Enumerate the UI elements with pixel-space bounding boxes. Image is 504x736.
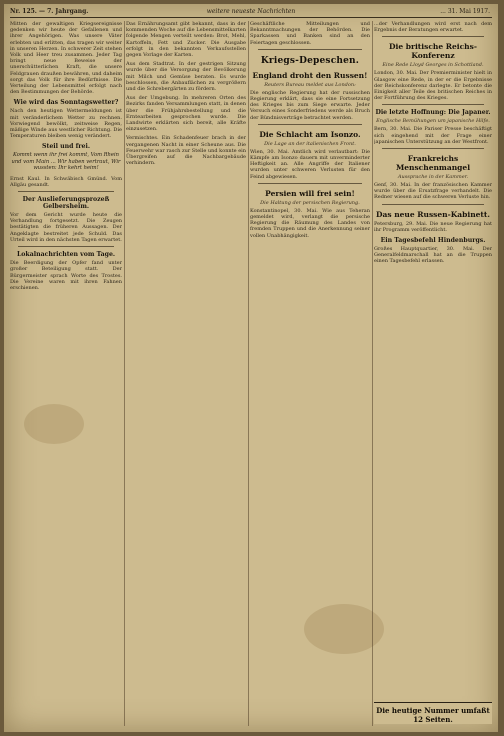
subheadline: Die Lage an der italienischen Front. [264,140,356,147]
subheadline: Die Haltung der persischen Regierung. [260,199,360,206]
section-rule [18,246,114,247]
headline: Frankreichs Menschenmangel [395,154,471,173]
paper-title: weitere neueste Nachrichten [206,8,296,15]
article-text: Vor dem Gericht wurde heute die Verhandlung fortgesetzt. Die Zeugen bestätigten die früheren Aussagen. Der Angeklagte bestreitet jede Schuld. Das Urteil wird in den nächsten Tagen erwartet. [10,212,122,243]
article-text: Wien, 30. Mai. Amtlich wird verlautbart: Die Kämpfe am Isonzo dauern mit unverminderter Heftigkeit an. Alle Angriffe der Italiener wurden unter schweren Verlusten für den Feind abgewiesen. [250,148,370,180]
subheadline: Aussprache in der Kammer. [397,174,469,181]
article-text: Geschäftliche Mitteilungen und Bekanntmachungen der Behörden. Die Sparkassen und Banken sind an den Feiertagen geschlossen. [250,21,370,46]
headline: Ein Tagesbefehl Hindenburgs. [380,237,486,245]
section-rule [382,204,484,205]
article-text: Großes Hauptquartier, 30. Mai. Der Generalfeldmarschall hat an die Truppen einen Tagesbefehl erlassen. [374,246,492,265]
article-text: Die englische Regierung hat der russischen Regierung erklärt, dass sie eine Fortsetzung des Krieges bis zum Siege erwarte. Jeder Versuch eines Sonderfriedens werde als Bruch der Bündnisverträge betrachtet werden. [250,89,370,121]
headline: England droht den Russen! [252,70,368,80]
newspaper-page [4,4,498,732]
section-rule [258,183,362,184]
headline: Die britische Reichs-Konferenz [389,42,477,61]
article-text: Die Beerdigung der Opfer fand unter großer Beteiligung statt. Der Bürgermeister sprach Worte des Trostes. Die Vereine waren mit ihren Fahnen erschienen. [10,260,122,291]
subheadline: Reuters Bureau meldet aus London: [264,81,356,88]
article-text: Nach den heutigen Wettermeldungen ist mit veränderlichem Wetter zu rechnen. Vorwiegend bewölkt, zeitweise Regen, mäßige Winde aus westlicher Richtung. Die Temperaturen bleiben wenig verändert. [10,108,122,140]
poem: Kommt wenn ihr frei kommt, Vom Rhein und vom Main ... Wir haben vertraut, Wir wussten: Ihr kehrt heim! [11,152,121,172]
headline: Kriegs-Depeschen. [260,55,360,66]
column-1 [10,21,122,726]
column-3 [250,21,370,726]
subheadline: Englische Bemühungen um japanische Hilfe. [376,118,490,125]
section-rule [382,36,484,37]
section-rule [382,104,484,105]
article-text: Aus dem Stadtrat. In der gestrigen Sitzung wurde über die Versorgung der Bevölkerung mit Milch und Gemüse beraten. Es wurde beschlossen, die Anbauflächen zu vergrößern und die Schrebergärten zu fördern. [126,61,246,93]
issue-number: Nr. 125. — 7. Jahrgang. [10,8,89,15]
column-divider [372,21,373,726]
page-count-banner: Die heutige Nummer umfaßt 12 Seiten. [374,702,492,724]
article-text: Ernst Kaul. In Schwäbisch Gmünd. Vom Allgäu gesandt. [10,175,122,188]
article-text: Mitten der gewaltigen Kriegsereignisse gedenken wir heute der Gefallenen und ihrer Angehörigen. Was unsere Väter erlebten und erlitten, das tragen wir weiter in unseren Herzen. In schwerer Zeit stehen Volk und Heer treu zusammen. Jeder Tag bringt neue Beweise der unerschütterlichen Kraft, die unsere Feldgrauen draußen bewähren, und daheim sorgt das Volk für ihre Bedürfnisse. Die Verteilung der Lebensmittel erfolgt nach den Bestimmungen der Behörde. [10,21,122,96]
article-text: Das Ernährungsamt gibt bekannt, dass in der kommenden Woche auf die Lebensmittelkarten folgende Mengen verteilt werden: Brot, Mehl, Kartoffeln, Fett und Zucker. Die Ausgabe erfolgt in den bekannten Verkaufsstellen gegen Vorlage der Karten. [126,21,246,59]
section-rule [382,148,484,149]
issue-date: ... 31. Mai 1917. [440,8,490,15]
article-text: Petersburg, 29. Mai. Die neue Regierung hat ihr Programm veröffentlicht. [374,220,492,233]
column-divider [124,21,125,726]
section-rule [258,124,362,125]
headline: Lokalnachrichten vom Tage. [16,251,116,259]
article-text: London, 30. Mai. Der Premierminister hielt in Glasgow eine Rede, in der er die Ergebnisse der Reichskonferenz darlegte. Er betonte die Einigkeit aller Teile des britischen Reiches in der Fortführung des Krieges. [374,70,492,102]
section-rule [258,49,362,50]
column-2 [126,21,246,726]
headline: Wie wird das Sonntagswetter? [13,99,119,107]
article-text: ...der Verhandlungen wird erst nach dem Ergebnis der Beratungen erwartet. [374,21,492,34]
headline: Steil und frei. [42,143,90,151]
column-4 [374,21,492,726]
section-rule [18,191,114,192]
headline: Persien will frei sein! [265,188,355,198]
column-divider [248,21,249,726]
article-text: Vermischtes. Ein Schadenfeuer brach in der vergangenen Nacht in einer Scheune aus. Die Feuerwehr war rasch zur Stelle und konnte ein Übergreifen auf die Nachbargebäude verhindern. [126,135,246,167]
headline: Die Schlacht am Isonzo. [259,129,361,139]
header-rule [10,17,492,18]
article-text: Genf, 30. Mai. In der französischen Kammer wurde über die Ersatzfrage verhandelt. Die Redner wiesen auf die schweren Verluste hin. [374,182,492,201]
headline: Das neue Russen-Kabinett. [376,209,490,219]
headline: Der Auslieferungsprozeß Gelbersheim. [22,196,110,211]
headline: Die letzte Hoffnung: Die Japaner. [375,109,491,117]
article-text: Bern, 30. Mai. Die Pariser Presse beschäftigt sich eingehend mit der Frage einer japanischen Unterstützung an der Westfront. [374,126,492,145]
subheadline: Eine Rede Lloyd Georges in Schottland. [382,62,484,69]
article-text: Konstantinopel, 30. Mai. Wie aus Teheran gemeldet wird, verlangt die persische Regierung die Räumung des Landes von fremden Truppen und die Anerkennung seiner vollen Unabhängigkeit. [250,207,370,239]
article-text: Aus der Umgebung. In mehreren Orten des Bezirks fanden Versammlungen statt, in denen über die Frühjahrsbestellung und die Erntearbeiten gesprochen wurde. Die Landwirte erklärten sich bereit, alle Kräfte einzusetzen. [126,95,246,133]
